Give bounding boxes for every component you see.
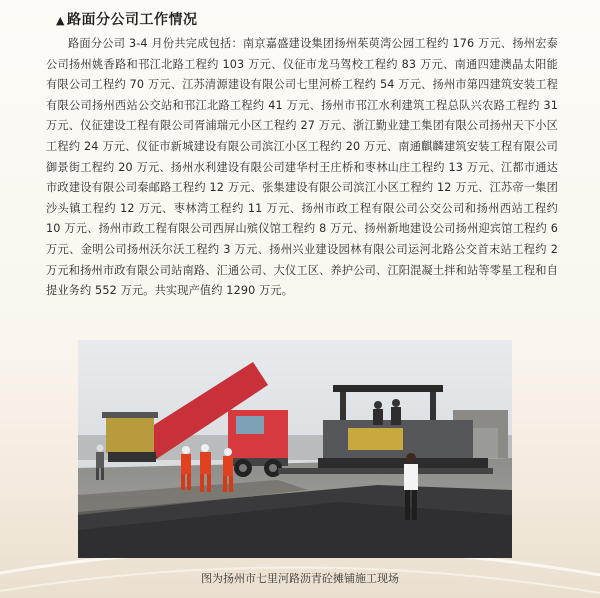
construction-photo: [78, 340, 512, 558]
triangle-marker-icon: ▲: [56, 14, 65, 27]
photo-caption: 图为扬州市七里河路沥青砼摊铺施工现场: [201, 572, 399, 585]
body-paragraph: 路面分公司 3-4 月份共完成包括：南京嘉盛建设集团扬州茱萸湾公园工程约 176 万元、扬州宏泰公司扬州姚香路和邗江北路工程约 103 万元、仪征市龙马驾校工程约 83 万元、南通四建澳晶太阳能有限公司工程约 70 万元、江苏清源建设有限公司七里河桥工程约 54 万元、扬州市第四建筑安装工程有限公司扬州西站公交站和邗江北路工程约 41 万元、扬州市邗江水利建筑工程总队兴农路工程约 31 万元、仪征建设工程有限公司胥浦瑞元小区工程约 27 万元、浙江勤业建工集团有限公司扬州天下小区工程约 24 万元、仪征市新城建设有限公司滨江小区工程约 20 万元、南通麒麟建筑安装工程有限公司御景街工程约 20 万元、扬州水利建设有限公司建华村王庄桥和枣林山庄工程约 13 万元、江都市通达市政建设有限公司秦邮路工程约 12 万元、张集建设有限公司滨江小区工程约 12 万元、江苏帝一集团沙头镇工程约 12 万元、枣林湾工程约 11 万元、扬州市政工程有限公司公交公司和扬州西站工程约 10 万元、扬州市政工程有限公司西屏山殡仪馆工程约 8 万元、扬州新地建设公司扬州迎宾馆工程约 6 万元、金明公司扬州沃尔沃工程约 3 万元、扬州兴业建设园林有限公司运河北路公交首末站工程约 2 万元和扬州市政有限公司站南路、汇通公司、大仪工区、养护公司、江阳混凝土拌和站等零星工程和自提业务约 552 万元。共实现产值约 1290 万元。: [46, 37, 558, 298]
section-title: 路面分公司工作情况: [66, 12, 198, 28]
section-heading: [56, 9, 197, 29]
